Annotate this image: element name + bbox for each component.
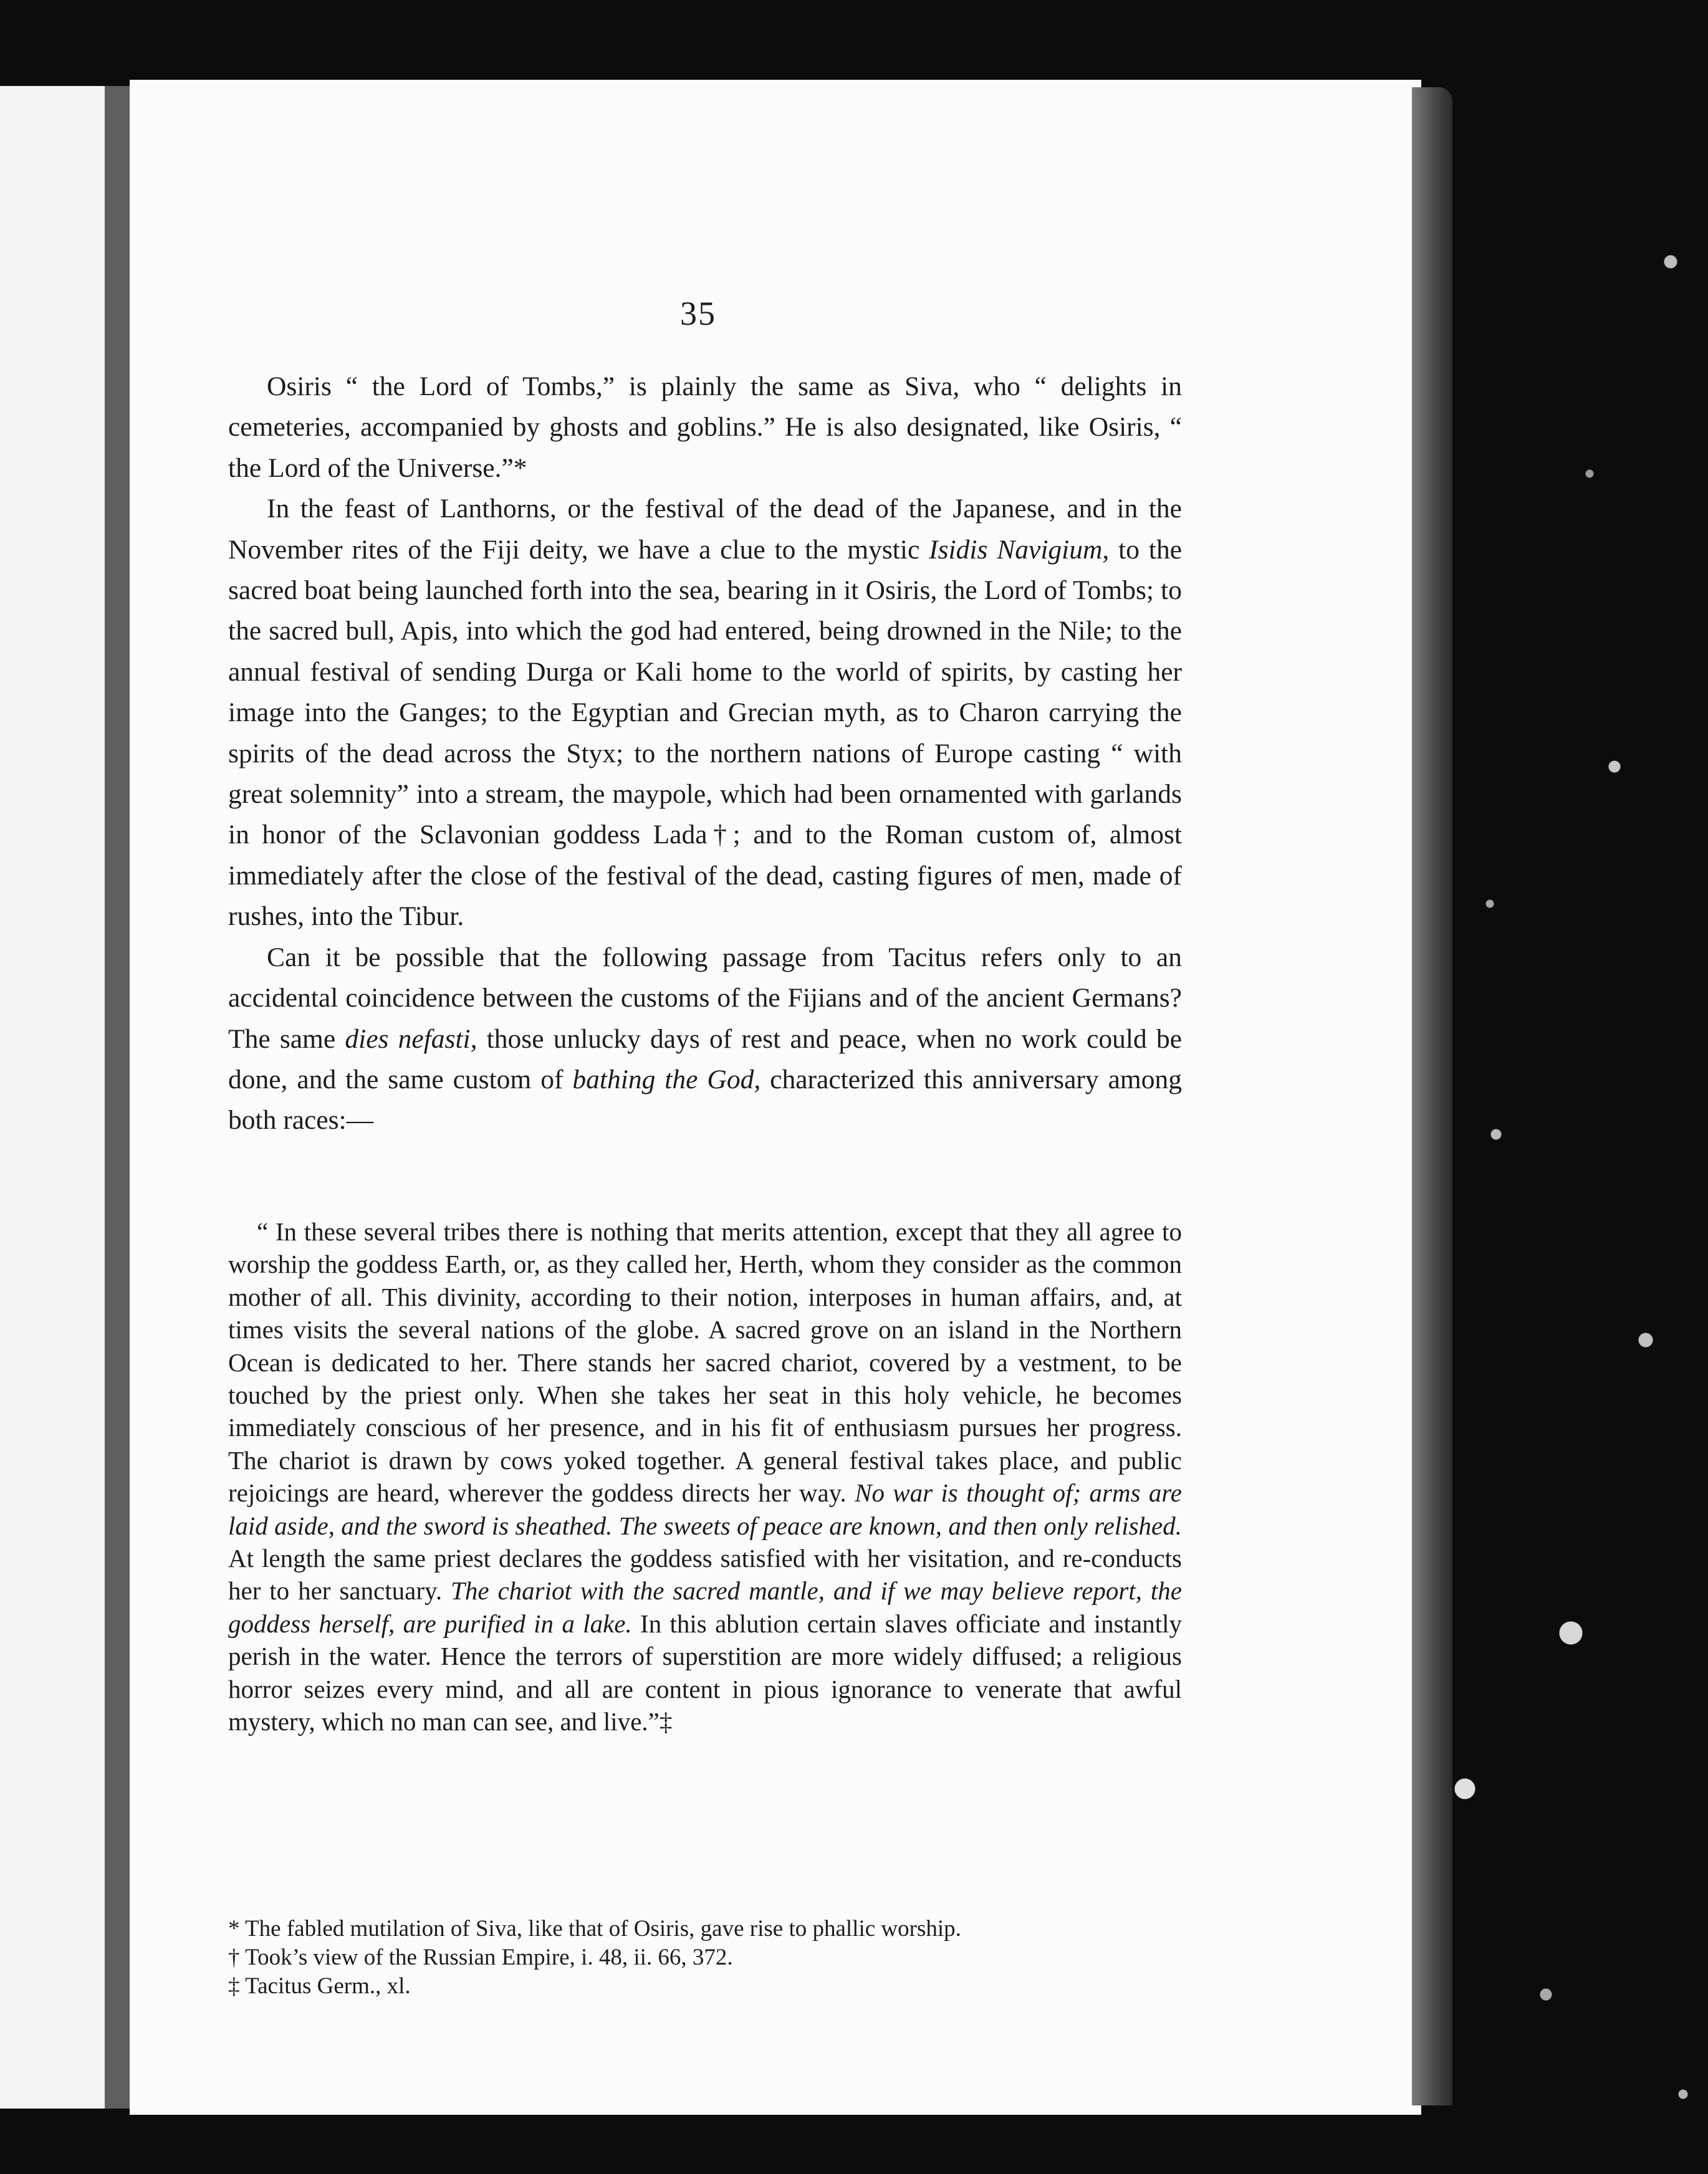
footnote: * The fabled mutilation of Siva, like that of Osiris, gave rise to phallic worship. [228,1916,961,1942]
italic-term: Isidis Navigium, [929,534,1110,565]
paragraph-text: characterized this anniversary among both races:— [228,1064,1182,1136]
footnote: † Took’s view of the Russian Empire, i. 48, ii. 66, 372. [228,1945,733,1970]
paragraph-text: those unlucky days of rest and peace, when no work could be done, and the same custom of [228,1023,1182,1094]
body-text [228,366,1182,1141]
quote-italic: The chariot with the sacred mantle, and if we may believe report, the goddess herself, are purified in a lake. [228,1576,1182,1638]
footnote: ‡ Tacitus Germ., xl. [228,1973,411,1999]
paragraph-text: Osiris “ the Lord of Tombs,” is plainly the same as Siva, who “ delights in cemeteries, accompanied by ghosts and goblins.” He is also designated, like Osiris, “ the Lord of the Universe.”* [228,371,1182,483]
quote-italic: No war is thought of; arms are laid aside, and the sword is sheathed. The sweets of peace are known, and then only relished. [228,1478,1182,1540]
paragraph-text: to the sacred boat being launched forth into the sea, bearing in it Osiris, the Lord of Tombs; to the sacred bull, Apis, into which the god had entered, being drowned in the Nile; to the annual festival of sending Durga or Kali home to the world of spirits, by casting her image into the Ganges; to the Egyptian and Grecian myth, as to Charon carrying the spirits of the dead across the Styx; to the northern nations of Europe casting “ with great solemnity” into a stream, the maypole, which had been ornamented with garlands in honor of the Sclavonian goddess Lada†; and to the Roman custom of, almost immediately after the close of the festival of the dead, casting figures of men, made of rushes, into the Tibur. [228,534,1183,932]
italic-term: dies nefasti, [345,1023,477,1054]
block-quote [228,1215,1182,1738]
tacitus-quotation [228,1215,1182,1738]
quote-text: At length the same priest declares the goddess satisfied with her visitation, and re-conducts her to her sanctuary. [228,1544,1182,1606]
book-gutter [105,86,130,2109]
paragraph-osiris [228,366,1182,489]
italic-term: bathing the God, [572,1064,761,1094]
left-page-edge [0,86,105,2109]
page-number: 35 [680,295,716,332]
quote-text: “ In these several tribes there is nothing that merits attention, except that they all agree to worship the goddess Earth, or, as they called her, Herth, whom they consider as the common mother of all. This divinity, according to their notion, interposes in human affairs, and, at times visits the several nations of the globe. A sacred grove on an island in the Northern Ocean is dedicated to her. There stands her sacred chariot, covered by a vestment, to be touched by the priest only. When she takes her seat in this holy vehicle, he becomes immediately conscious of her presence, and in his fit of enthusiasm pursues her progress. The chariot is drawn by cows yoked together. A general festival takes place, and public rejoicings are heard, wherever the goddess directs her way. [228,1217,1182,1508]
paragraph-text: Can it be possible that the following passage from Tacitus refers only to an accidental coincidence between the customs of the Fijians and of the ancient Germans? The same [228,942,1182,1054]
paragraph-text: In the feast of Lanthorns, or the festival of the dead of the Japanese, and in the November rites of the Fiji deity, we have a clue to the mystic [228,494,1182,565]
quote-text: In this ablution certain slaves officiate and instantly perish in the water. Hence the terrors of superstition are more widely diffused; a religious horror seizes every mind, and all are content in pious ignorance to venerate that awful mystery, which no man can see, and live.”‡ [228,1609,1182,1736]
footnotes [228,1915,1182,2001]
paragraph-lanthorns [228,489,1182,937]
paragraph-tacitus-intro [228,937,1182,1141]
page-fore-edge [1412,87,1452,2105]
